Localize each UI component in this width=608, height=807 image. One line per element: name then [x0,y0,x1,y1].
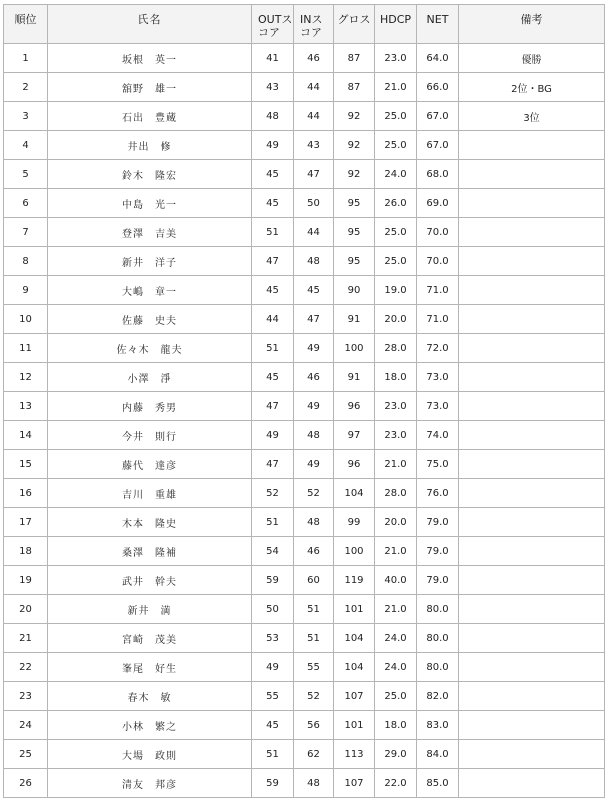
cell-out-score: 45 [252,160,294,189]
cell-hdcp: 20.0 [375,305,417,334]
cell-gross: 96 [334,450,375,479]
cell-note [459,247,605,276]
cell-name: 宮崎 茂美 [48,624,252,653]
cell-name: 佐藤 史夫 [48,305,252,334]
cell-rank: 8 [4,247,48,276]
table-row [4,450,605,479]
cell-hdcp: 18.0 [375,711,417,740]
cell-gross: 87 [334,73,375,102]
cell-note [459,421,605,450]
cell-name: 中島 光一 [48,189,252,218]
cell-rank: 12 [4,363,48,392]
cell-gross: 87 [334,44,375,73]
cell-hdcp: 28.0 [375,334,417,363]
cell-out-score: 51 [252,740,294,769]
cell-rank: 10 [4,305,48,334]
cell-out-score: 53 [252,624,294,653]
cell-rank: 3 [4,102,48,131]
table-row [4,595,605,624]
cell-rank: 16 [4,479,48,508]
cell-hdcp: 24.0 [375,653,417,682]
cell-in-score: 47 [294,160,334,189]
cell-hdcp: 21.0 [375,450,417,479]
cell-hdcp: 21.0 [375,595,417,624]
cell-out-score: 48 [252,102,294,131]
cell-rank: 7 [4,218,48,247]
cell-out-score: 44 [252,305,294,334]
cell-gross: 95 [334,218,375,247]
table-row [4,131,605,160]
table-row [4,711,605,740]
cell-net: 82.0 [417,682,459,711]
cell-gross: 107 [334,769,375,798]
cell-gross: 97 [334,421,375,450]
cell-gross: 91 [334,363,375,392]
cell-hdcp: 25.0 [375,247,417,276]
cell-in-score: 52 [294,479,334,508]
table-row [4,624,605,653]
cell-hdcp: 23.0 [375,392,417,421]
table-row [4,682,605,711]
cell-gross: 104 [334,653,375,682]
table-row [4,479,605,508]
cell-hdcp: 21.0 [375,73,417,102]
cell-net: 68.0 [417,160,459,189]
cell-in-score: 48 [294,421,334,450]
cell-out-score: 47 [252,450,294,479]
cell-gross: 100 [334,537,375,566]
table-row [4,769,605,798]
cell-name: 清友 邦彦 [48,769,252,798]
cell-name: 今井 則行 [48,421,252,450]
cell-in-score: 46 [294,363,334,392]
cell-rank: 2 [4,73,48,102]
table-row [4,102,605,131]
cell-rank: 26 [4,769,48,798]
cell-in-score: 44 [294,73,334,102]
cell-name: 小林 繁之 [48,711,252,740]
cell-hdcp: 40.0 [375,566,417,595]
table-row [4,276,605,305]
cell-in-score: 49 [294,450,334,479]
cell-note [459,189,605,218]
cell-note [459,218,605,247]
cell-in-score: 43 [294,131,334,160]
cell-note [459,479,605,508]
cell-in-score: 48 [294,769,334,798]
cell-net: 75.0 [417,450,459,479]
header-net: NET [417,5,459,44]
cell-in-score: 48 [294,247,334,276]
table-row [4,392,605,421]
cell-name: 登澤 吉美 [48,218,252,247]
cell-hdcp: 20.0 [375,508,417,537]
cell-hdcp: 24.0 [375,160,417,189]
cell-out-score: 51 [252,508,294,537]
cell-out-score: 49 [252,653,294,682]
cell-name: 小澤 淨 [48,363,252,392]
cell-out-score: 52 [252,479,294,508]
cell-net: 80.0 [417,653,459,682]
cell-gross: 101 [334,711,375,740]
cell-net: 64.0 [417,44,459,73]
cell-name: 新井 洋子 [48,247,252,276]
cell-hdcp: 26.0 [375,189,417,218]
cell-rank: 6 [4,189,48,218]
cell-in-score: 47 [294,305,334,334]
header-note: 備考 [459,5,605,44]
cell-name: 大嶋 章一 [48,276,252,305]
cell-hdcp: 25.0 [375,131,417,160]
cell-note [459,160,605,189]
cell-name: 舘野 雄一 [48,73,252,102]
cell-name: 木本 隆史 [48,508,252,537]
table-header [4,5,605,44]
cell-rank: 11 [4,334,48,363]
cell-out-score: 47 [252,247,294,276]
cell-net: 80.0 [417,624,459,653]
cell-rank: 5 [4,160,48,189]
cell-net: 73.0 [417,363,459,392]
cell-note: 2位・BG [459,73,605,102]
cell-net: 76.0 [417,479,459,508]
table-row [4,189,605,218]
cell-hdcp: 18.0 [375,363,417,392]
cell-net: 74.0 [417,421,459,450]
cell-rank: 17 [4,508,48,537]
cell-out-score: 51 [252,334,294,363]
cell-rank: 13 [4,392,48,421]
cell-net: 80.0 [417,595,459,624]
cell-note [459,566,605,595]
cell-name: 佐々木 龍夫 [48,334,252,363]
cell-note [459,711,605,740]
cell-name: 坂根 英一 [48,44,252,73]
cell-name: 武井 幹夫 [48,566,252,595]
table-row [4,740,605,769]
cell-note: 3位 [459,102,605,131]
cell-gross: 107 [334,682,375,711]
cell-gross: 104 [334,624,375,653]
cell-hdcp: 25.0 [375,102,417,131]
table-row [4,537,605,566]
cell-out-score: 41 [252,44,294,73]
table-row [4,363,605,392]
cell-gross: 113 [334,740,375,769]
header-gross: グロス [334,5,375,44]
cell-rank: 15 [4,450,48,479]
table-row [4,421,605,450]
cell-in-score: 51 [294,595,334,624]
cell-out-score: 50 [252,595,294,624]
cell-name: 内藤 秀男 [48,392,252,421]
cell-note [459,769,605,798]
cell-note [459,653,605,682]
cell-rank: 23 [4,682,48,711]
cell-note [459,537,605,566]
table-row [4,334,605,363]
cell-out-score: 47 [252,392,294,421]
cell-out-score: 43 [252,73,294,102]
cell-note [459,363,605,392]
cell-hdcp: 24.0 [375,624,417,653]
header-out-score: OUTスコア [252,5,294,44]
cell-out-score: 45 [252,276,294,305]
cell-in-score: 60 [294,566,334,595]
cell-gross: 92 [334,131,375,160]
cell-note [459,624,605,653]
cell-rank: 24 [4,711,48,740]
cell-name: 藤代 達彦 [48,450,252,479]
cell-name: 桑澤 隆補 [48,537,252,566]
cell-in-score: 52 [294,682,334,711]
header-row [4,5,605,44]
cell-in-score: 49 [294,392,334,421]
cell-net: 70.0 [417,218,459,247]
cell-name: 新井 満 [48,595,252,624]
cell-net: 71.0 [417,276,459,305]
cell-net: 83.0 [417,711,459,740]
cell-net: 66.0 [417,73,459,102]
table-row [4,305,605,334]
cell-net: 72.0 [417,334,459,363]
cell-in-score: 62 [294,740,334,769]
cell-net: 67.0 [417,102,459,131]
cell-note [459,682,605,711]
cell-out-score: 49 [252,131,294,160]
cell-in-score: 56 [294,711,334,740]
cell-hdcp: 21.0 [375,537,417,566]
cell-net: 79.0 [417,537,459,566]
cell-hdcp: 19.0 [375,276,417,305]
cell-in-score: 51 [294,624,334,653]
cell-rank: 20 [4,595,48,624]
table-row [4,218,605,247]
cell-net: 79.0 [417,566,459,595]
cell-hdcp: 23.0 [375,421,417,450]
cell-gross: 92 [334,160,375,189]
cell-out-score: 54 [252,537,294,566]
cell-gross: 90 [334,276,375,305]
cell-gross: 91 [334,305,375,334]
cell-in-score: 48 [294,508,334,537]
cell-net: 69.0 [417,189,459,218]
cell-out-score: 51 [252,218,294,247]
cell-name: 井出 修 [48,131,252,160]
cell-net: 79.0 [417,508,459,537]
cell-gross: 100 [334,334,375,363]
cell-net: 85.0 [417,769,459,798]
cell-rank: 1 [4,44,48,73]
cell-out-score: 49 [252,421,294,450]
table-row [4,653,605,682]
cell-gross: 104 [334,479,375,508]
header-rank: 順位 [4,5,48,44]
cell-name: 峯尾 好生 [48,653,252,682]
table-row [4,160,605,189]
cell-hdcp: 25.0 [375,218,417,247]
cell-rank: 4 [4,131,48,160]
header-name: 氏名 [48,5,252,44]
cell-rank: 25 [4,740,48,769]
cell-hdcp: 23.0 [375,44,417,73]
cell-net: 84.0 [417,740,459,769]
cell-out-score: 45 [252,189,294,218]
table-row [4,566,605,595]
cell-note [459,305,605,334]
cell-in-score: 44 [294,218,334,247]
cell-in-score: 46 [294,537,334,566]
cell-net: 73.0 [417,392,459,421]
cell-rank: 21 [4,624,48,653]
cell-gross: 101 [334,595,375,624]
cell-name: 石出 豊蔵 [48,102,252,131]
cell-rank: 19 [4,566,48,595]
header-hdcp: HDCP [375,5,417,44]
cell-net: 71.0 [417,305,459,334]
cell-out-score: 59 [252,566,294,595]
cell-in-score: 50 [294,189,334,218]
cell-rank: 22 [4,653,48,682]
cell-in-score: 44 [294,102,334,131]
cell-gross: 96 [334,392,375,421]
cell-name: 大場 政則 [48,740,252,769]
cell-note [459,508,605,537]
cell-in-score: 55 [294,653,334,682]
cell-hdcp: 28.0 [375,479,417,508]
cell-hdcp: 22.0 [375,769,417,798]
cell-name: 鈴木 隆宏 [48,160,252,189]
table-row [4,247,605,276]
cell-rank: 14 [4,421,48,450]
cell-gross: 99 [334,508,375,537]
cell-in-score: 45 [294,276,334,305]
cell-note: 優勝 [459,44,605,73]
cell-note [459,334,605,363]
cell-hdcp: 29.0 [375,740,417,769]
table-row [4,73,605,102]
table-row [4,508,605,537]
cell-gross: 95 [334,247,375,276]
cell-in-score: 49 [294,334,334,363]
cell-note [459,595,605,624]
cell-rank: 18 [4,537,48,566]
cell-rank: 9 [4,276,48,305]
table-body [4,44,605,798]
cell-hdcp: 25.0 [375,682,417,711]
results-table [3,4,605,798]
cell-gross: 92 [334,102,375,131]
cell-out-score: 45 [252,363,294,392]
header-in-score: INスコア [294,5,334,44]
cell-net: 67.0 [417,131,459,160]
cell-out-score: 59 [252,769,294,798]
cell-gross: 119 [334,566,375,595]
cell-out-score: 55 [252,682,294,711]
cell-note [459,392,605,421]
cell-in-score: 46 [294,44,334,73]
cell-note [459,131,605,160]
cell-net: 70.0 [417,247,459,276]
table-row [4,44,605,73]
cell-name: 吉川 重雄 [48,479,252,508]
cell-note [459,740,605,769]
cell-note [459,276,605,305]
cell-out-score: 45 [252,711,294,740]
cell-note [459,450,605,479]
cell-gross: 95 [334,189,375,218]
cell-name: 春木 敏 [48,682,252,711]
